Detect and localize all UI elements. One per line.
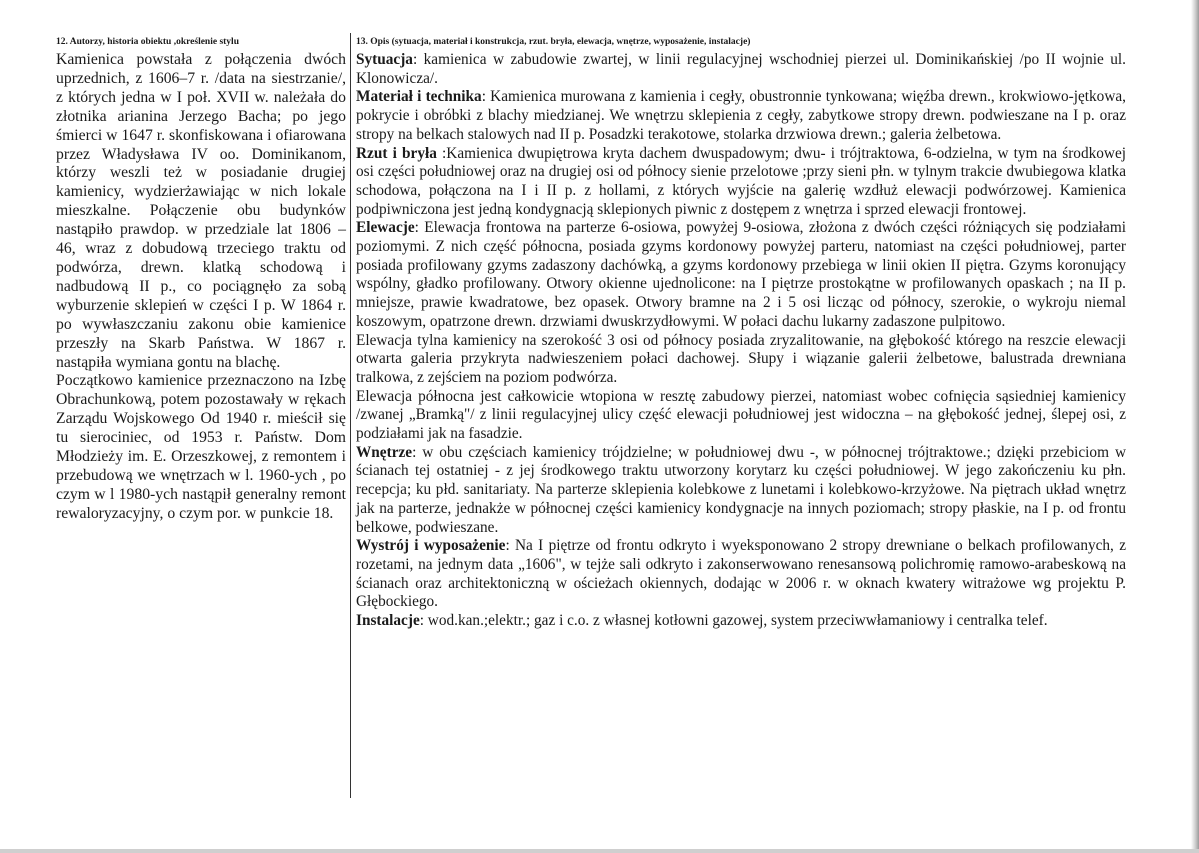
left-column bbox=[56, 36, 346, 524]
section-label: Materiał i technika bbox=[356, 88, 482, 106]
left-column-header: 12. Autorzy, historia obiektu ,określenie stylu bbox=[56, 37, 239, 47]
left-column-body bbox=[56, 51, 346, 524]
section-text: Elewacja północna jest całkowicie wtopiona w resztę zabudowy pierzei, natomiast wobec cofnięcia sąsiedniej kamienicy /zwanej „Bramką"/ z linii regulacyjnej ulicy część elewacji południowej jest widoczna – na głębokość jednej, ślepej osi, z podziałami jak na fasadzie. bbox=[356, 387, 1126, 443]
section-rzut bbox=[356, 145, 1126, 220]
section-text: : wod.kan.;elektr.; gaz i c.o. z własnej kotłowni gazowej, system przeciwwłamaniowy i centralka telef. bbox=[419, 612, 1048, 630]
section-wnetrze bbox=[356, 444, 1126, 538]
section-label: Wnętrze bbox=[356, 443, 413, 461]
section-elewacja-polnocna bbox=[356, 388, 1126, 444]
column-divider bbox=[350, 33, 351, 798]
section-elewacje bbox=[356, 219, 1126, 331]
section-text: : w obu częściach kamienicy trójdzielne; w południowej dwu -, w północnej trójtraktowe.; dzięki przebiciom w ścianach tej ostatniej - z jej środkowego traktu utworzony korytarz ku części południowej. W jego zakończeniu ku płn. recepcja; ku płd. sanitariaty. Na parterze sklepienia kolebkowe z lunetami i kolebkowo-krzyżowe. Na piętrach układ wnętrz jak na parterze, jednakże w północnej części kamienicy kondygnacje na innych poziomach; stropy płaskie, na I p. od frontu belkowe, podwieszane. bbox=[356, 443, 1126, 536]
right-column bbox=[356, 36, 1126, 631]
section-text: : Elewacja frontowa na parterze 6-osiowa, powyżej 9-osiowa, złożona z dwóch części różniących się podziałami poziomymi. Z nich część północna, posiada gzyms kordonowy powyżej parteru, natomiast na części południowej, parter posiada profilowany gzyms zadaszony dachówką, a gzyms kordonowy przebiega w linii okien II piętra. Gzyms koronujący wspólny, gładko profilowany. Otwory okienne ujednolicone: na I piętrze prostokątne w profilowanych opaskach ; na II p. mniejsze, prawie kwadratowe, bez opasek. Otwory bramne na 2 i 5 osi licząc od północy, szerokie, o wykroju niemal koszowym, opatrzone drewn. drzwiami dwuskrzydłowymi. W połaci dachu lukarny zadaszone pulpitowo. bbox=[356, 219, 1126, 330]
section-label: Rzut i bryła bbox=[356, 144, 437, 162]
section-label: Instalacje bbox=[356, 612, 420, 630]
section-text: : kamienica w zabudowie zwartej, w linii regulacyjnej wschodniej pierzei ul. Dominikańskiej /po II wojnie ul. Klonowicza/. bbox=[356, 51, 1126, 87]
section-text: : Kamienica murowana z kamienia i cegły, obustronnie tynkowana; więźba drewn., krokwiowo-jętkowa, pokrycie i obróbki z blachy miedzianej. We wnętrzu sklepienia z cegły, zabytkowe stropy drewn. podwieszane na I p. oraz stropy na belkach stalowych nad II p. Posadzki terakotowe, stolarka drzwiowa drewn.; galeria żelbetowa. bbox=[356, 88, 1126, 143]
section-sytuacja bbox=[356, 51, 1126, 88]
scan-bottom-edge bbox=[0, 849, 1199, 853]
section-label: Wystrój i wyposażenie bbox=[356, 537, 506, 555]
section-material bbox=[356, 88, 1126, 144]
section-elewacja-tylna bbox=[356, 332, 1126, 388]
section-text: :Kamienica dwupiętrowa kryta dachem dwuspadowym; dwu- i trójtraktowa, 6-odzielna, w tym na środkowej osi części południowej oraz na drugiej osi od północy sienie przelotowe ;przy sieni płn. w tylnym trakcie dwubiegowa klatka schodowa, połączona na I i II p. z hollami, z których wyjście na galerię wzdłuż elewacji podwórzowej. Kamienica podpiwniczona jest jedną kondygnacją sklepionych piwnic z dostępem z wnętrza i sprzed elewacji frontowej. bbox=[356, 144, 1126, 218]
section-label: Sytuacja bbox=[356, 51, 413, 68]
section-instalacje bbox=[356, 612, 1126, 631]
section-text: : Na I piętrze od frontu odkryto i wyeksponowano 2 stropy drewniane o belkach profilowanych, z rozetami, na jednym data „1606", w tejże sali odkryto i zakonserwowano renesansową polichromię ramowo-arabeskową na ścianach oraz architektoniczną w ościeżach okiennych, dodając w 2006 r. w oknach kwatery witrażowe wg projektu P. Głębockiego. bbox=[356, 537, 1126, 611]
section-text: Elewacja tylna kamienicy na szerokość 3 osi od północy posiada zryzalitowanie, na głębokość którego na reszcie elewacji otwarta galeria przykryta nadwieszeniem połaci dachowej. Słupy i wiązanie galerii żelbetowe, balustrada drewniana tralkowa, z zejściem na poziom podwórza. bbox=[356, 331, 1126, 386]
section-wystroj bbox=[356, 537, 1126, 612]
scan-edge-shadow bbox=[1191, 0, 1199, 853]
history-paragraph-1: Kamienica powstała z połączenia dwóch uprzednich, z 1606–7 r. /data na siestrzanie/, z których jedna w I poł. XVII w. należała do złotnika arianina Jerzego Bacha; po jego śmierci w 1647 r. skonfiskowana i ofiarowana przez Władysława IV oo. Dominikanom, którzy weszli też w posiadanie drugiej kamienicy, wydzierżawiając w nich lokale mieszkalne. Połączenie obu budynków nastąpiło prawdop. w przedziale lat 1806 – 46, wraz z dobudową trzeciego traktu od podwórza, drewn. klatką schodową i nadbudową II p., co pociągnęło za sobą wyburzenie sklepień w części I p. W 1864 r. po wywłaszczaniu zakonu obie kamienice przeszły na Skarb Państwa. W 1867 r. nastąpiła wymiana gontu na blachę. bbox=[56, 51, 346, 371]
right-column-body bbox=[356, 51, 1126, 631]
history-paragraph-2: Początkowo kamienice przeznaczono na Izbę Obrachunkową, potem pozostawały w rękach Zarządu Wojskowego Od 1940 r. mieścił się tu sierociniec, od 1953 r. Państw. Dom Młodzieży im. E. Orzeszkowej, z remontem i przebudową we wnętrzach w l. 1960-ych , po czym w l 1980-ych nastąpił generalny remont rewaloryzacyjny, o czym por. w punkcie 18. bbox=[56, 372, 346, 522]
section-label: Elewacje bbox=[356, 219, 415, 237]
right-column-header: 13. Opis (sytuacja, materiał i konstrukcja, rzut. bryła, elewacja, wnętrze, wyposażenie, instalacje) bbox=[356, 37, 751, 47]
